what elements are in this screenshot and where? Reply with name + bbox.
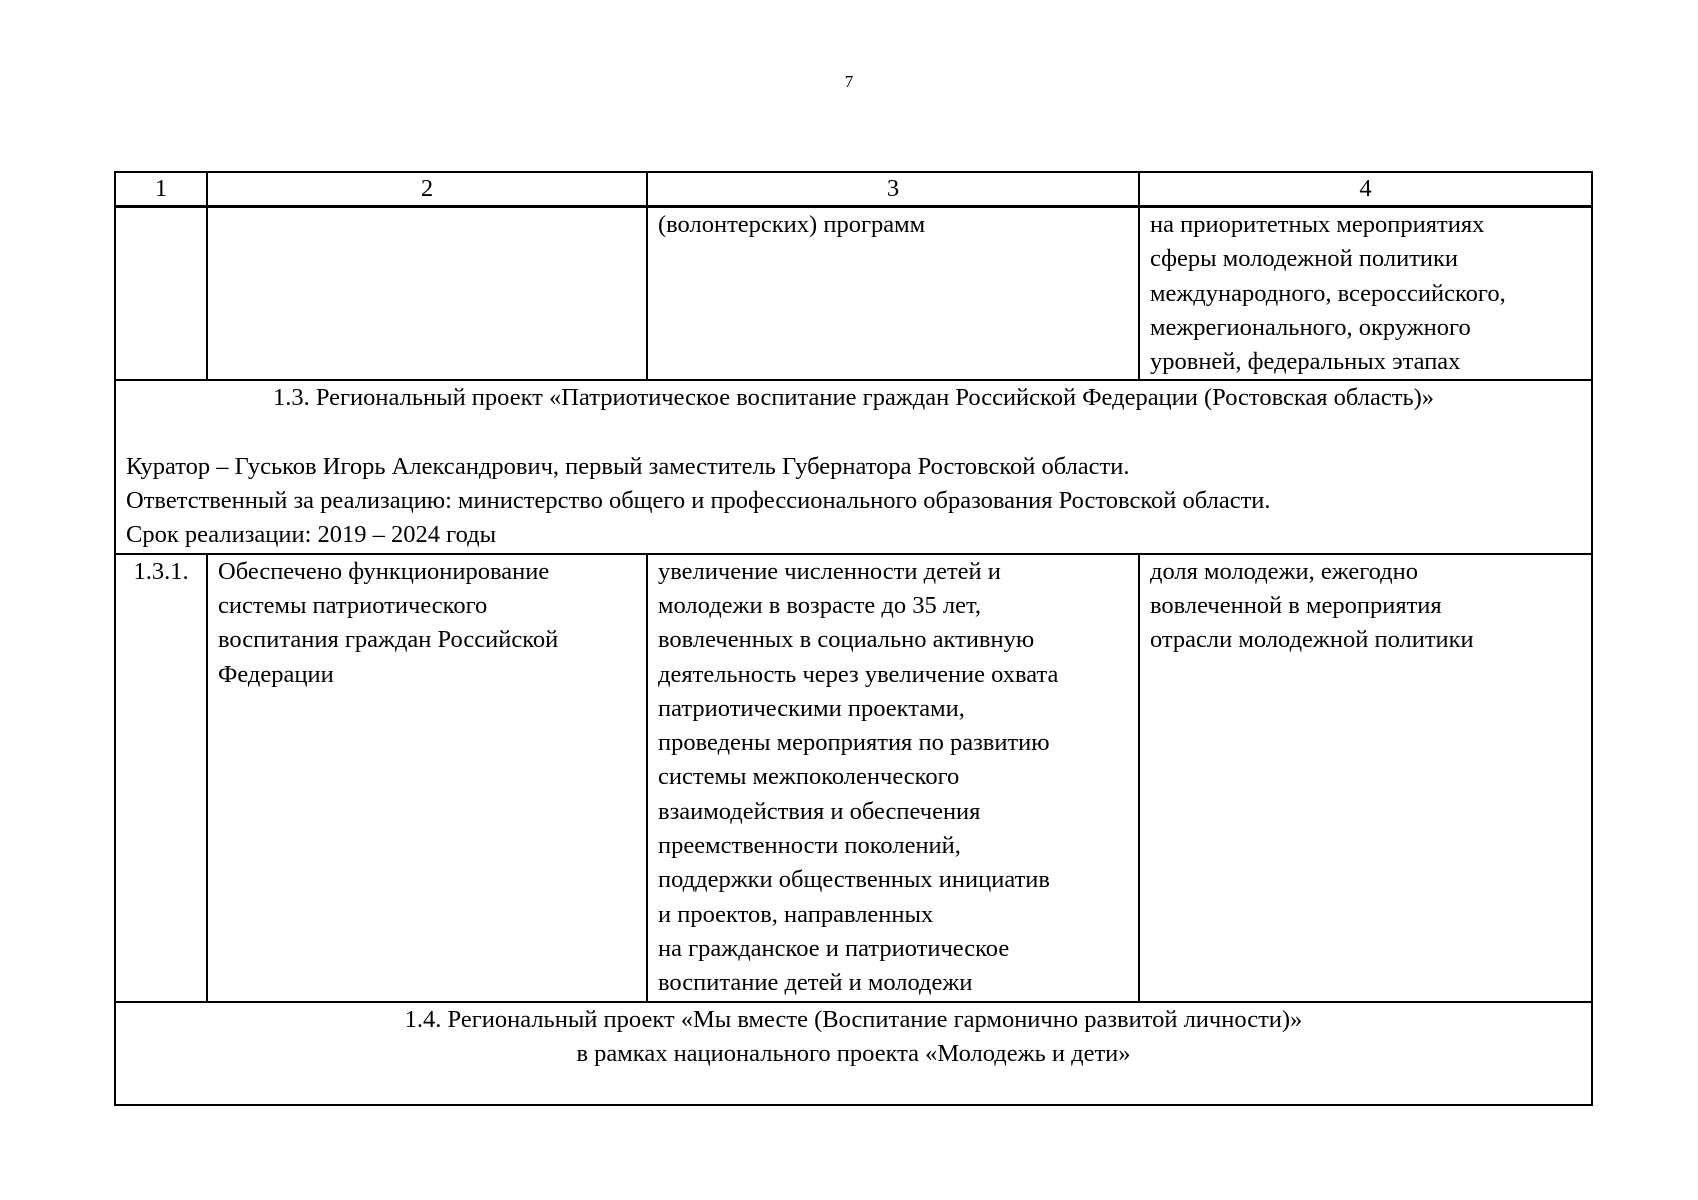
page-number: 7 — [844, 72, 854, 91]
column-number-1: 1 — [115, 172, 207, 207]
column-number-2: 2 — [207, 172, 647, 207]
row-1-3-1-result: увеличение численности детей и молодежи в возрасте до 35 лет, вовлеченных в социально активную деятельность через увеличение охвата патриотическими проектами, проведены мероприятия по развитию системы межпоколенческого взаимодействия и обеспечения преемственности поколений, поддержки общественных инициатив и проектов, направленных на гражданское и патриотическое воспитание детей и молодежи — [647, 554, 1139, 1002]
section-1-4-row — [115, 1002, 1592, 1105]
continuation-cell-2 — [207, 207, 647, 381]
section-1-3-title: 1.3. Региональный проект «Патриотическое воспитание граждан Российской Федерации (Ростовская область)» — [272, 384, 1435, 412]
section-1-3-curator: Куратор – Гуськов Игорь Александрович, первый заместитель Губернатора Ростовской области. — [126, 452, 1130, 480]
measures-table — [114, 171, 1593, 1106]
section-1-3-cell — [115, 380, 1592, 553]
continuation-cell-3: (волонтерских) программ — [647, 207, 1139, 381]
section-1-4-title-line1: 1.4. Региональный проект «Мы вместе (Воспитание гармонично развитой личности)» — [404, 1005, 1303, 1033]
row-1-3-1 — [115, 554, 1592, 1002]
section-1-3-responsible: Ответственный за реализацию: министерство общего и профессионального образования Ростовской области. — [126, 487, 1271, 515]
row-1-3-1-indicator: доля молодежи, ежегодно вовлеченной в мероприятия отрасли молодежной политики — [1139, 554, 1592, 1002]
continuation-cell-4: на приоритетных мероприятиях сферы молодежной политики международного, всероссийского, межрегионального, окружного уровней, федеральных этапах — [1139, 207, 1592, 381]
continuation-cell-1 — [115, 207, 207, 381]
section-1-4-title-line2: в рамках национального проекта «Молодежь и дети» — [576, 1039, 1131, 1067]
section-1-3-row — [115, 380, 1592, 553]
section-1-4-cell — [115, 1002, 1592, 1105]
column-number-4: 4 — [1139, 172, 1592, 207]
continuation-row — [115, 207, 1592, 381]
column-number-row — [115, 172, 1592, 207]
column-number-3: 3 — [647, 172, 1139, 207]
section-1-3-term: Срок реализации: 2019 – 2024 годы — [126, 521, 497, 549]
row-1-3-1-number: 1.3.1. — [115, 554, 207, 1002]
row-1-3-1-task: Обеспечено функционирование системы патриотического воспитания граждан Российской Федерации — [207, 554, 647, 1002]
